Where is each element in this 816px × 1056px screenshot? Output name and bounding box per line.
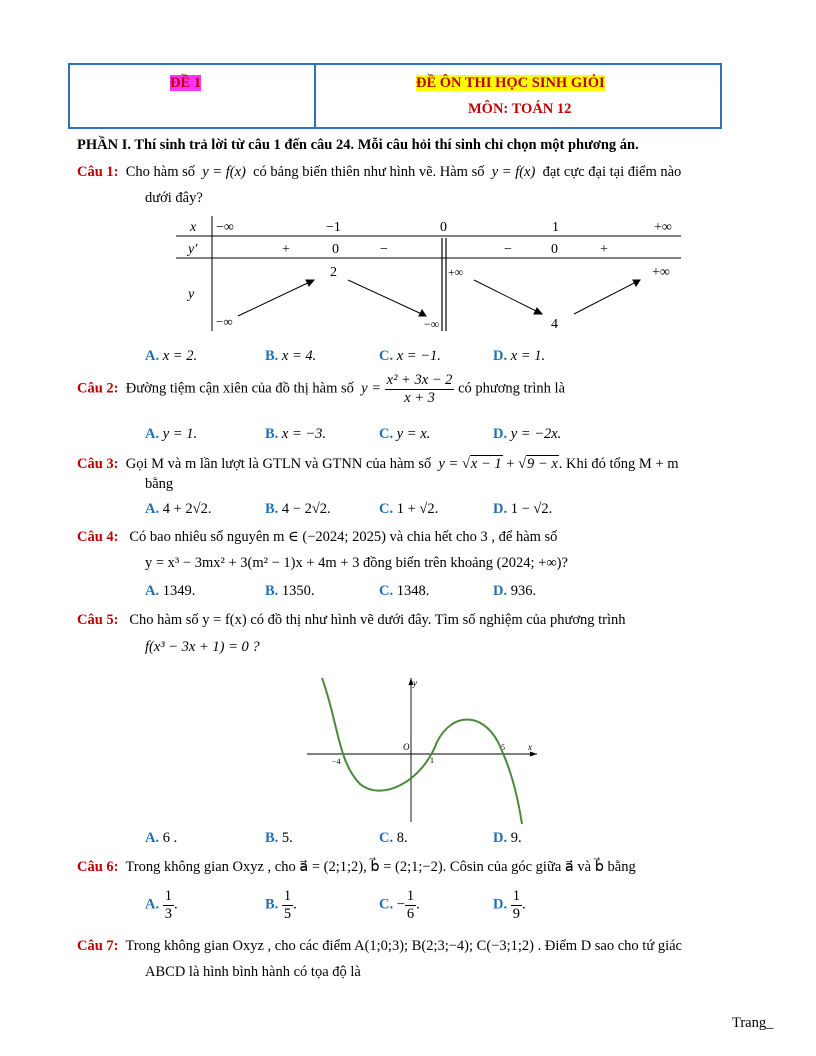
question-7: Câu 7: Trong không gian Oxyz , cho các điểm A(1;0;3); B(2;3;−4); C(−3;1;2) . Điểm D sao cho tứ giác: [77, 938, 682, 954]
x-row-label: x: [190, 220, 197, 235]
q5-option-b[interactable]: B. 5.: [265, 830, 293, 846]
y-value: −∞: [216, 314, 233, 329]
q2-option-a[interactable]: A. y = 1.: [145, 426, 198, 442]
q3-option-d[interactable]: D. 1 − √2.: [493, 501, 553, 517]
sign: −: [504, 242, 512, 257]
y-row-label: y: [188, 287, 195, 302]
graph-curve: [322, 678, 522, 824]
graph-origin-label: O: [403, 742, 410, 752]
q6-option-a[interactable]: A. $\frac{1}{3}$ .: [145, 888, 178, 922]
q6-option-d[interactable]: D. $\frac{1}{9}$ .: [493, 888, 526, 922]
q2-option-b[interactable]: B. x = −3.: [265, 426, 327, 442]
x-value: −1: [326, 220, 341, 235]
exam-header: [68, 63, 722, 129]
q4-option-c[interactable]: C. 1348.: [379, 583, 430, 599]
graph-tick-label: 5: [501, 743, 505, 752]
q4-option-b[interactable]: B. 1350.: [265, 583, 315, 599]
x-value: 0: [440, 220, 447, 235]
sign: 0: [551, 242, 558, 257]
exam-title: ĐỀ ÔN THI HỌC SINH GIỎI: [416, 75, 605, 91]
y-value: +∞: [652, 265, 670, 280]
q3-option-c[interactable]: C. 1 + √2.: [379, 501, 439, 517]
q3-option-b[interactable]: B. 4 − 2√2.: [265, 501, 331, 517]
graph-x-axis-label: x: [528, 742, 532, 752]
q5-option-c[interactable]: C. 8.: [379, 830, 408, 846]
question-4-line2: y = x³ − 3mx² + 3(m² − 1)x + 4m + 3 đồng biến trên khoảng (2024; +∞)?: [145, 555, 568, 571]
question-2: Câu 2: Đường tiệm cận xiên của đồ thị hàm số y = $\frac{\text{x² + 3x − 2}}{x + 3}$ có phương trình là: [77, 372, 565, 406]
function-graph: [302, 672, 542, 824]
question-4: Câu 4: Có bao nhiêu số nguyên m ∈ (−2024; 2025) và chia hết cho 3 , để hàm số: [77, 529, 558, 545]
y-value: 2: [330, 265, 337, 280]
variation-table: [176, 216, 681, 336]
exam-number: ĐỀ 1: [170, 75, 202, 91]
exam-subject: MÔN: TOÁN 12: [468, 101, 572, 117]
q1-option-c[interactable]: C. x = −1.: [379, 348, 441, 364]
question-1-line1: Câu 1: Cho hàm số y = f(x) có bảng biến thiên như hình vẽ. Hàm số y = f(x) đạt cực đại tại điểm nào: [77, 164, 682, 180]
graph-y-axis-label: y: [413, 678, 417, 688]
x-value: +∞: [654, 220, 672, 235]
header-divider: [314, 65, 316, 127]
graph-tick-label: −4: [332, 757, 341, 766]
question-3-line2: bằng: [145, 476, 174, 492]
x-value: −∞: [216, 220, 234, 235]
question-3: Câu 3: Gọi M và m lần lượt là GTLN và GTNN của hàm số y = √x − 1 + √9 − x. Khi đó tổng M + m: [77, 456, 679, 472]
section-heading: PHẦN I. Thí sinh trả lời từ câu 1 đến câu 24. Mỗi câu hỏi thí sinh chỉ chọn một phương án.: [77, 137, 639, 153]
graph-tick-label: 1: [430, 756, 434, 765]
q1-option-a[interactable]: A. x = 2.: [145, 348, 198, 364]
y-value: −∞: [424, 317, 440, 331]
question-label: Câu 1:: [77, 164, 119, 180]
sign: −: [380, 242, 388, 257]
q5-option-d[interactable]: D. 9.: [493, 830, 522, 846]
q3-option-a[interactable]: A. 4 + 2√2.: [145, 501, 212, 517]
x-value: 1: [552, 220, 559, 235]
q4-option-d[interactable]: D. 936.: [493, 583, 537, 599]
q2-fraction: $\frac{\text{x² + 3x − 2}}{x + 3}$: [386, 372, 453, 406]
sign: +: [282, 242, 290, 257]
q6-option-b[interactable]: B. $\frac{1}{5}$ .: [265, 888, 297, 922]
question-5-equation: f(x³ − 3x + 1) = 0 ?: [145, 639, 260, 655]
q6-option-c[interactable]: C. − $\frac{1}{6}$ .: [379, 888, 420, 922]
q4-option-a[interactable]: A. 1349.: [145, 583, 196, 599]
sign: +: [600, 242, 608, 257]
page-footer: Trang_: [732, 1015, 774, 1031]
q1-option-d[interactable]: D. x = 1.: [493, 348, 546, 364]
q1-option-b[interactable]: B. x = 4.: [265, 348, 317, 364]
question-5: Câu 5: Cho hàm số y = f(x) có đồ thị như hình vẽ dưới đây. Tìm số nghiệm của phương trình: [77, 612, 626, 628]
y-value: +∞: [448, 265, 464, 279]
q2-option-d[interactable]: D. y = −2x.: [493, 426, 562, 442]
question-7-line2: ABCD là hình bình hành có tọa độ là: [145, 964, 361, 980]
yprime-row-label: y′: [188, 242, 198, 257]
sign: 0: [332, 242, 339, 257]
y-value: 4: [551, 317, 558, 332]
question-1-line2: dưới đây?: [145, 190, 203, 206]
q5-option-a[interactable]: A. 6 .: [145, 830, 178, 846]
q2-option-c[interactable]: C. y = x.: [379, 426, 431, 442]
question-6: Câu 6: Trong không gian Oxyz , cho a⃗ = (2;1;2), b⃗ = (2;1;−2). Côsin của góc giữa a⃗ và b⃗ bằng: [77, 859, 636, 875]
